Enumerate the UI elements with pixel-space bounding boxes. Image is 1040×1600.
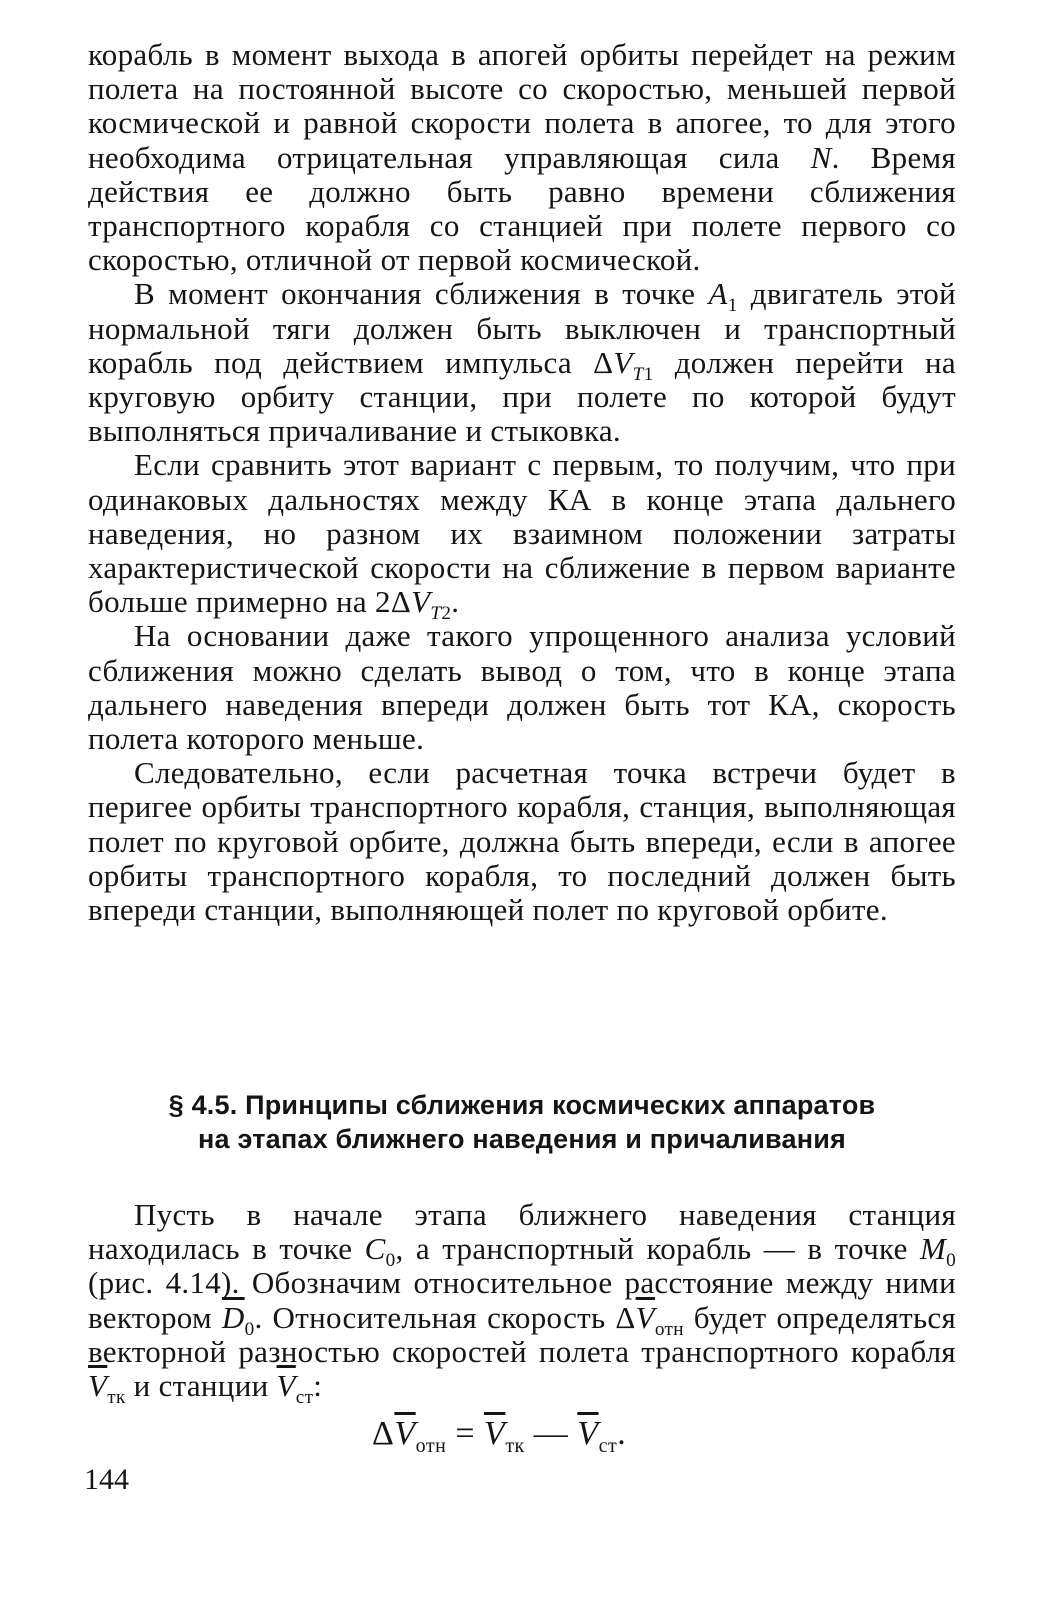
- paragraph-5: Следовательно, если расчетная точка встречи будет в перигее орбиты транспортного корабля, станция, выполняющая полет по круговой орбите, должна быть впереди, если в апогее орбиты транспортного корабля, то последний должен быть впереди станции, выполняющей полет по круговой орбите.: [88, 755, 956, 928]
- paragraph-2: В момент окончания сближения в точке $A_1$ двигатель этой нормальной тяги должен быть выключен и транспортный корабль под действием импульса $\Delta V_{T1}$ должен перейти на круговую орбиту станции, при полете по которой будут выполняться причаливание и стыковка.: [88, 276, 956, 449]
- paragraph-1: корабль в момент выхода в апогей орбиты перейдет на режим полета на постоянной высоте со скоростью, меньшей первой космической и равной скорости полета в апогее, то для этого необходима отрицательная управляющая сила N. Время действия ее должно быть равно времени сближения транспортного корабля со станцией при полете первого со скоростью, отличной от первой космической.: [88, 37, 956, 278]
- paragraph-4: На основании даже такого упрощенного анализа условий сближения можно сделать вывод о том, что в конце этапа дальнего наведения впереди должен быть тот КА, скорость полета которого меньше.: [88, 618, 956, 757]
- section-heading-line-1: § 4.5. Принципы сближения космических аппаратов: [168, 1090, 876, 1120]
- formula: $\Delta\overline{V}_{отн} = \overline{V}_{тк}$ — $\overline{V}_{ст}$.: [372, 1415, 627, 1457]
- paragraph-3: Если сравнить этот вариант с первым, то получим, что при одинаковых дальностях между КА в конце этапа дальнего наведения, но разном их взаимном положении затраты характеристической скорости на сближение в первом варианте больше примерно на $2\Delta V_{T2}$.: [88, 447, 956, 625]
- section-heading-line-2: на этапах ближнего наведения и причаливания: [198, 1124, 846, 1154]
- section-paragraph: Пусть в начале этапа ближнего наведения станция находилась в точке $C_0$, а транспортный корабль — в точке $M_0$ (рис. 4.14). Обозначим относительное расстояние между ними вектором $\overline{D}_0$. Относительная скорость $\Delta\overline{V}_{отн}$ будет определяться векторной разностью скоростей полета транспортного корабля $\overline{V}_{тк}$ и станции $\overline{V}_{ст}$:: [88, 1197, 956, 1409]
- section-heading: [88, 1088, 956, 1156]
- section-text-block: [88, 1197, 956, 1409]
- text-block-top: [88, 38, 956, 927]
- page-number: 144: [84, 1463, 129, 1496]
